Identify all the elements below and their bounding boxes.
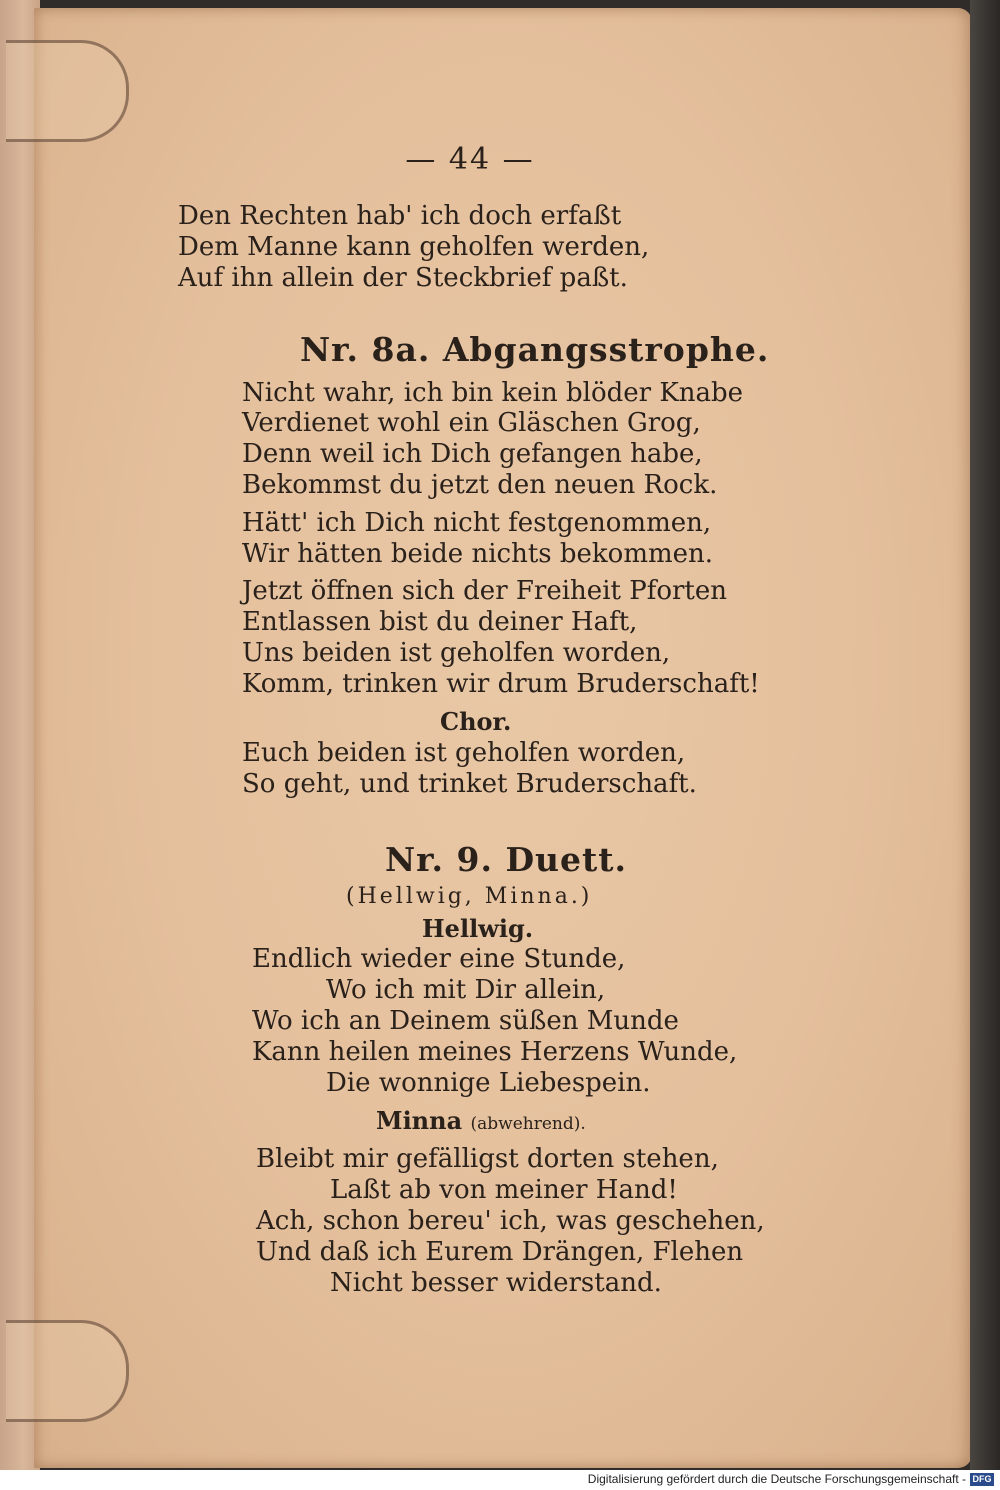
digitization-footer [0,1470,1000,1490]
verse-line: Wir hätten beide nichts bekommen. [242,539,714,569]
cast-list: (Hellwig, Minna.) [346,884,593,909]
verse-line: Endlich wieder eine Stunde, [252,944,626,974]
verse-line: Bleibt mir gefälligst dorten stehen, [256,1144,719,1174]
verse-line: Bekommst du jetzt den neuen Rock. [242,470,718,500]
speaker-label-minna [376,1106,586,1135]
verse-line: Und daß ich Eurem Drängen, Flehen [256,1237,744,1267]
verse-line: Wo ich an Deinem süßen Munde [252,1006,679,1036]
stage-direction: (abwehrend). [470,1114,586,1134]
verse-line: Kann heilen meines Herzens Wunde, [252,1037,738,1067]
verse-line: Euch beiden ist geholfen worden, [242,738,686,768]
verse-line: Nicht wahr, ich bin kein blöder Knabe [242,378,744,408]
verse-line: Dem Manne kann geholfen werden, [178,232,650,262]
footer-credit: Digitalisierung gefördert durch die Deutsche Forschungsgemeinschaft - [587,1472,966,1486]
verse-line: Wo ich mit Dir allein, [326,975,606,1005]
speaker-label-chor: Chor. [440,707,512,736]
dfg-logo: DFG [970,1473,994,1486]
verse-line: Auf ihn allein der Steckbrief paßt. [178,263,628,293]
book-spine-shadow [970,0,1000,1470]
page-clip-top [6,40,129,142]
verse-line: Entlassen bist du deiner Haft, [242,607,638,637]
verse-line: Denn weil ich Dich gefangen habe, [242,439,703,469]
verse-line: Ach, schon bereu' ich, was geschehen, [256,1206,765,1236]
verse-line: Den Rechten hab' ich doch erfaßt [178,201,622,231]
section-heading-8a: Nr. 8a. Abgangsstrophe. [300,330,770,369]
verse-line: Laßt ab von meiner Hand! [330,1175,678,1205]
speaker-label-hellwig: Hellwig. [422,914,534,943]
verse-line: Hätt' ich Dich nicht festgenommen, [242,508,712,538]
verse-line: Die wonnige Liebespein. [326,1068,651,1098]
section-heading-9: Nr. 9. Duett. [385,840,628,879]
speaker-name: Minna [376,1106,463,1135]
page-clip-bottom [6,1320,129,1422]
verse-line: Uns beiden ist geholfen worden, [242,638,671,668]
verse-line: Komm, trinken wir drum Bruderschaft! [242,669,760,699]
verse-line: So geht, und trinket Bruderschaft. [242,769,697,799]
verse-line: Nicht besser widerstand. [330,1268,662,1298]
verse-line: Verdienet wohl ein Gläschen Grog, [242,408,701,438]
verse-line: Jetzt öffnen sich der Freiheit Pforten [242,576,727,606]
page-number: — 44 — [405,142,535,177]
